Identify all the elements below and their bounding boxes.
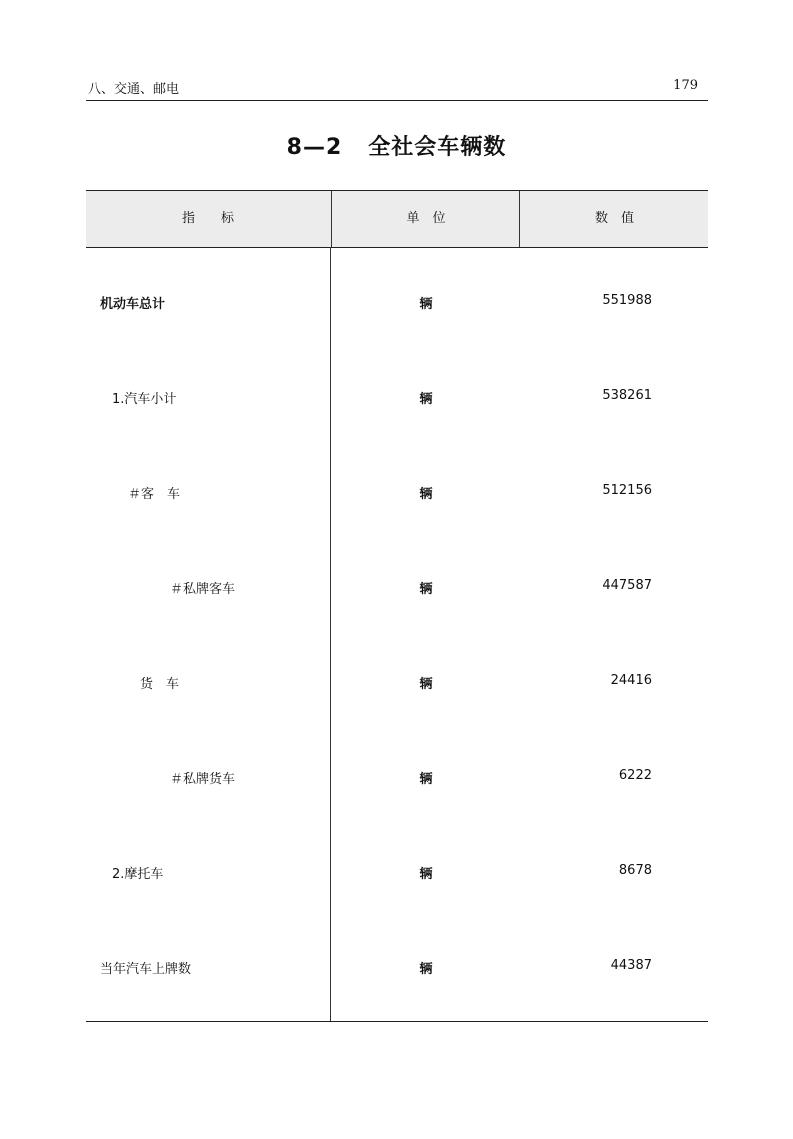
table-row	[86, 388, 708, 408]
row-unit: 辆	[419, 487, 433, 502]
header-rule	[86, 100, 708, 101]
table-row	[86, 958, 708, 978]
row-label: 当年汽车上牌数	[100, 962, 192, 977]
row-value: 44387	[610, 958, 652, 973]
row-label: 机动车总计	[100, 297, 166, 312]
row-unit: 辆	[419, 392, 433, 407]
row-value: 538261	[602, 388, 652, 403]
page-number: 179	[673, 78, 698, 93]
table-row	[86, 673, 708, 693]
row-label: 2.摩托车	[112, 867, 164, 882]
row-label: ＃私牌客车	[170, 582, 236, 597]
vehicle-table	[86, 190, 708, 1022]
row-unit: 辆	[419, 867, 433, 882]
row-unit: 辆	[419, 962, 433, 977]
row-value: 512156	[602, 483, 652, 498]
row-value: 8678	[618, 863, 652, 878]
column-header-unit: 单 位	[331, 191, 520, 247]
column-header-indicator: 指 标	[181, 211, 234, 226]
table-row	[86, 768, 708, 788]
table-header	[86, 190, 708, 248]
row-unit: 辆	[419, 297, 433, 312]
column-divider	[330, 247, 331, 1021]
row-unit: 辆	[419, 582, 433, 597]
row-value: 551988	[602, 293, 652, 308]
table-row	[86, 863, 708, 883]
table-title-text: 全社会车辆数	[368, 135, 507, 160]
row-label: ＃客 车	[128, 487, 181, 502]
table-title	[0, 130, 793, 161]
table-number: 8—2	[286, 135, 343, 160]
table-row	[86, 483, 708, 503]
row-unit: 辆	[419, 677, 433, 692]
table-bottom-rule	[86, 1021, 708, 1022]
table-row	[86, 293, 708, 313]
row-value: 447587	[602, 578, 652, 593]
section-title: 八、交通、邮电	[88, 82, 180, 97]
row-unit: 辆	[419, 772, 433, 787]
row-value: 24416	[610, 673, 652, 688]
row-label: ＃私牌货车	[170, 772, 236, 787]
row-value: 6222	[618, 768, 652, 783]
running-header	[86, 78, 708, 100]
table-row	[86, 578, 708, 598]
row-label: 货 车	[140, 677, 180, 692]
column-header-value: 数 值	[519, 191, 709, 247]
row-label: 1.汽车小计	[112, 392, 177, 407]
